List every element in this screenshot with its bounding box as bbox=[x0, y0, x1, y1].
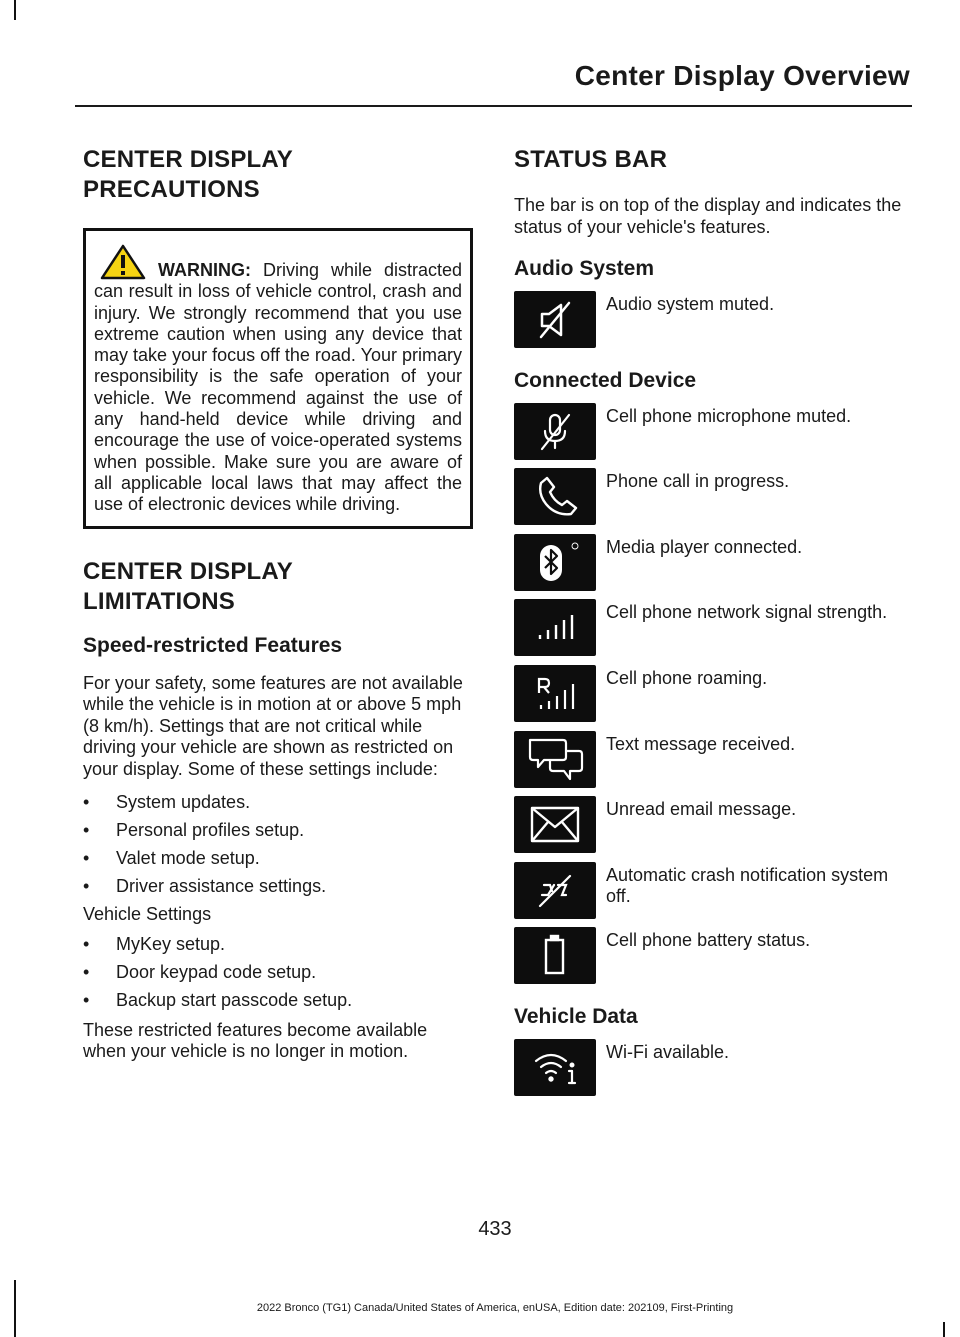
icon-row bbox=[514, 1039, 904, 1105]
connected-icon-list bbox=[514, 403, 904, 993]
icon-row bbox=[514, 534, 904, 600]
warning-text: Driving while distracted can result in loss of vehicle control, crash and injury. We strongly recommend that you use extreme caution when using any device that may take your focus off the road. Your primary responsibility is the safe operation of your vehicle. We recommend against the use of any hand-held device while driving and encourage the use of voice-operated systems when possible. Make sure you are aware of all applicable local laws that may affect the use of electronic devices while driving. bbox=[94, 260, 462, 515]
speed-restricted-heading: Speed-restricted Features bbox=[83, 633, 343, 657]
icon-row bbox=[514, 796, 904, 862]
wifi-info-icon bbox=[514, 1039, 596, 1096]
vehicle-settings-list bbox=[83, 930, 473, 1014]
warning-triangle-icon bbox=[100, 244, 146, 280]
vehicle-data-heading: Vehicle Data bbox=[514, 1004, 638, 1028]
icon-description: Cell phone roaming. bbox=[606, 667, 768, 688]
icon-row bbox=[514, 403, 904, 469]
email-icon bbox=[514, 796, 596, 853]
vehicle-settings-label: Vehicle Settings bbox=[83, 904, 212, 925]
battery-icon bbox=[514, 927, 596, 984]
icon-description: Automatic crash notification system off. bbox=[606, 864, 889, 906]
precautions-heading bbox=[83, 145, 473, 205]
list-item: • Door keypad code setup. bbox=[83, 958, 473, 986]
icon-row bbox=[514, 665, 904, 731]
icon-description: Cell phone network signal strength. bbox=[606, 602, 888, 623]
icon-row bbox=[514, 291, 904, 357]
limitations-heading bbox=[83, 557, 473, 617]
list-item: • Valet mode setup. bbox=[83, 844, 473, 872]
icon-row bbox=[514, 468, 904, 534]
vehicle-icon-list bbox=[514, 1039, 904, 1105]
icon-description: Cell phone microphone muted. bbox=[606, 405, 852, 426]
speed-restricted-intro: For your safety, some features are not available while the vehicle is in motion at or above 5 mph (8 km/h). Settings that are not critical while driving your vehicle are shown as restricted on your display. Some of these settings include: bbox=[83, 672, 463, 779]
icon-row bbox=[514, 927, 904, 993]
audio-icon-list bbox=[514, 291, 904, 357]
phone-icon bbox=[514, 468, 596, 525]
page-number: 433 bbox=[478, 1218, 512, 1240]
signal-strength-icon bbox=[514, 599, 596, 656]
speaker-muted-icon bbox=[514, 291, 596, 348]
list-item: • Personal profiles setup. bbox=[83, 816, 473, 844]
header-rule bbox=[75, 105, 912, 107]
icon-description: Cell phone battery status. bbox=[606, 930, 811, 951]
icon-row bbox=[514, 599, 904, 665]
icon-row bbox=[514, 731, 904, 797]
roaming-icon bbox=[514, 665, 596, 722]
closing-text: These restricted features become available when your vehicle is no longer in motion. bbox=[83, 1019, 428, 1062]
icon-description: Unread email message. bbox=[606, 799, 797, 820]
icon-description: Text message received. bbox=[606, 733, 796, 754]
list-item: • Backup start passcode setup. bbox=[83, 986, 473, 1014]
restricted-list bbox=[83, 788, 473, 900]
precautions-heading-line2: PRECAUTIONS bbox=[83, 176, 260, 203]
edition-line: 2022 Bronco (TG1) Canada/United States of America, enUSA, Edition date: 202109, First-Printing bbox=[256, 1302, 734, 1314]
icon-description: Phone call in progress. bbox=[606, 471, 790, 492]
left-column bbox=[83, 145, 473, 1063]
audio-system-heading: Audio System bbox=[514, 257, 655, 280]
precautions-heading-line1: CENTER DISPLAY bbox=[83, 146, 293, 173]
right-column bbox=[514, 145, 904, 1105]
text-message-icon bbox=[514, 731, 596, 788]
list-item: • MyKey setup. bbox=[83, 930, 473, 958]
icon-description: Media player connected. bbox=[606, 536, 803, 557]
crash-notification-off-icon bbox=[514, 862, 596, 919]
list-item: • System updates. bbox=[83, 788, 473, 816]
bluetooth-icon bbox=[514, 534, 596, 591]
limitations-heading-line2: LIMITATIONS bbox=[83, 587, 235, 615]
warning-label: WARNING: bbox=[157, 260, 251, 280]
warning-box bbox=[83, 228, 473, 529]
icon-row bbox=[514, 862, 904, 928]
icon-description: Wi-Fi available. bbox=[606, 1041, 730, 1062]
crop-mark-bottom-right bbox=[943, 1322, 945, 1337]
icon-description: Audio system muted. bbox=[606, 294, 775, 314]
crop-mark-top bbox=[14, 0, 16, 20]
connected-device-heading: Connected Device bbox=[514, 368, 697, 392]
list-item: • Driver assistance settings. bbox=[83, 872, 473, 900]
status-bar-heading: STATUS BAR bbox=[514, 146, 668, 173]
microphone-muted-icon bbox=[514, 403, 596, 460]
status-bar-intro: The bar is on top of the display and indicates the status of your vehicle's features. bbox=[514, 195, 902, 237]
limitations-heading-line1: CENTER DISPLAY bbox=[83, 557, 293, 585]
page-title: Center Display Overview bbox=[574, 60, 910, 91]
